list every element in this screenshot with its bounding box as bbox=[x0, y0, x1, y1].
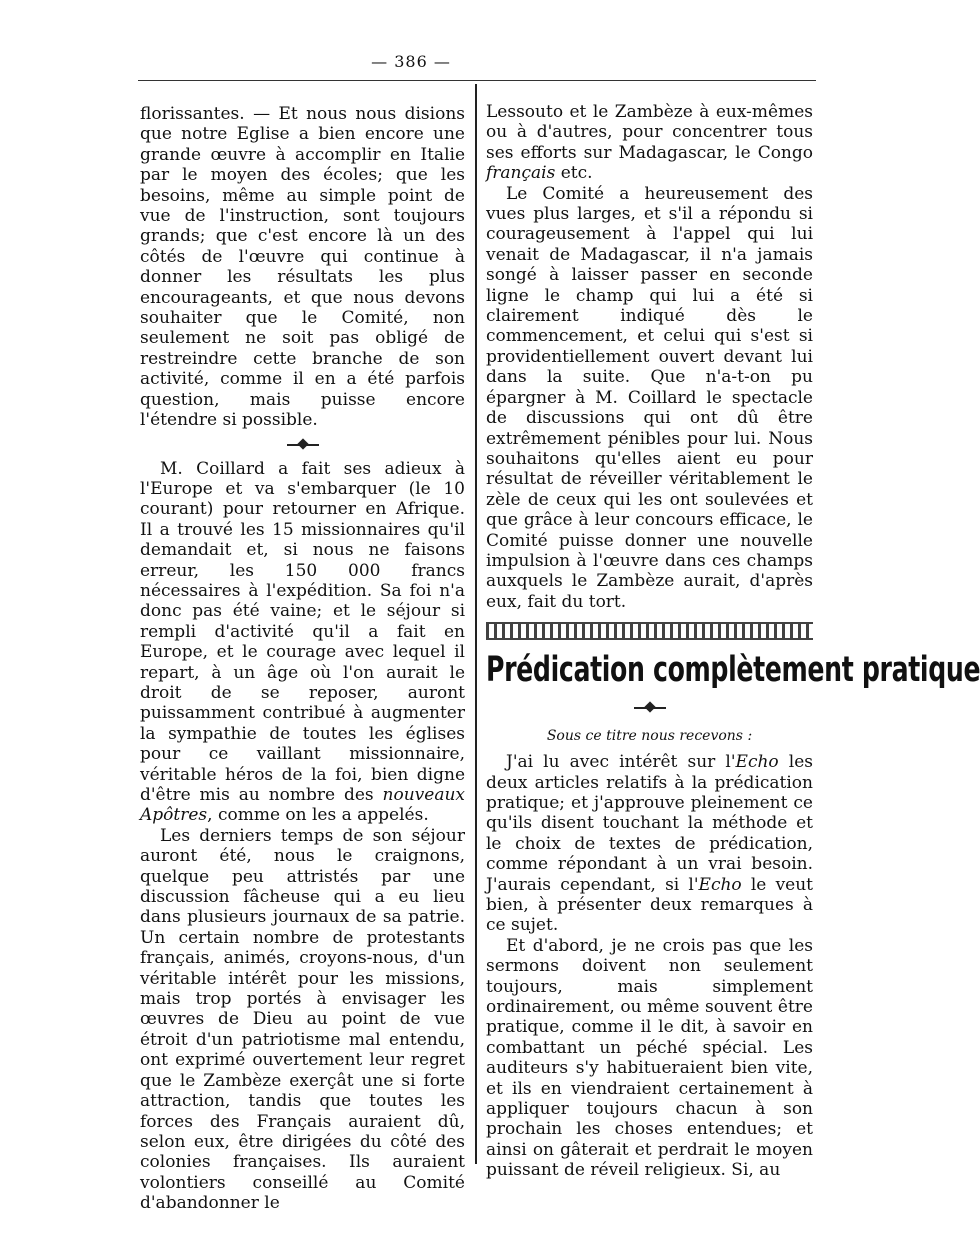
paragraph bbox=[486, 752, 813, 936]
paragraph: Le Comité a heureusement des vues plus larges, et s'il a répondu si courageusement à l'appel qui lui venait de Madagascar, il n'a jamais songé à laisser passer en seconde ligne le champ qui lui a été si clairement indiqué dès le commencement, et celui qui s'est si providentiellement ouvert devant lui dans la suite. Que n'a-t-on pu épargner à M. Coillard le spectacle de discussions qui ont dû être extrêmement pénibles pour lui. Nous souhaitons qu'elles aient eu pour résultat de réveiller véritablement le zèle de ceux qui les ont soulevées et que grâce à leur concours efficace, le Comité puisse donner une nouvelle impulsion à l'œuvre dans ces champs auxquels le Zambèze aurait, d'après eux, fait du tort. bbox=[486, 183, 813, 612]
paragraph: florissantes. — Et nous nous disions que notre Eglise a bien encore une grande œuvre à accomplir en Italie par le moyen des écoles; que les besoins, même au simple point de vue de l'instruction, sont toujours grands; que c'est encore là un des côtés de l'œuvre qui continue à donner les résultats les plus encourageants, et que nous devons souhaiter que le Comité, non seulement ne soit pas obligé de restreindre cette branche de son activité, comme il en a été parfois question, mais puisse encore l'étendre si possible. bbox=[140, 104, 465, 431]
italic-text: nouveaux Apôtres bbox=[140, 785, 465, 826]
text-run: le veut bien, à présenter deux remarques à ce sujet. bbox=[486, 874, 814, 936]
italic-text: Echo bbox=[735, 752, 779, 773]
intro-line: Sous ce titre nous recevons : bbox=[546, 728, 753, 745]
header-rule bbox=[138, 80, 816, 81]
separator-ornament bbox=[486, 698, 813, 718]
italic-text: Echo bbox=[698, 874, 742, 895]
left-column bbox=[140, 104, 465, 1214]
text-run: etc. bbox=[555, 163, 593, 184]
text-run: les deux articles relatifs à la prédication pratique; et j'approuve pleinement ce qu'ils disent touchant la méthode et le choix de textes de prédication, comme répondant à un vrai besoin. J'aurais cependant, si l' bbox=[486, 752, 813, 895]
right-column bbox=[486, 102, 980, 1181]
text-run: , comme on les a appelés. bbox=[207, 805, 429, 826]
text-run: Lessouto et le Zambèze à eux-mêmes ou à d'autres, pour concentrer tous ses efforts sur Madagascar, le Congo bbox=[486, 102, 813, 163]
section-title: Prédication complètement pratique bbox=[486, 650, 980, 691]
text-run: J'ai lu avec intérêt sur l' bbox=[506, 752, 736, 773]
paragraph: Les derniers temps de son séjour auront été, nous le craignons, quelque peu attristés par une discussion fâcheuse qui a eu lieu dans plusieurs journaux de sa patrie. Un certain nombre de protestants français, animés, croyons-nous, d'un véritable intérêt pour les missions, mais trop portés à envisager les œuvres de Dieu au point de vue étroit d'un patriotisme mal entendu, ont exprimé ouvertement leur regret que le Zambèze exerçât une si forte attraction, tandis que toutes les forces des Français auraient dû, selon eux, être dirigées du côté des colonies françaises. Ils auraient volontiers conseillé au Comité d'abandonner le bbox=[140, 825, 465, 1214]
paragraph: Et d'abord, je ne crois pas que les sermons doivent non seulement toujours, mais simplement ordinairement, ou même souvent être pratique, comme il le dit, à savoir en combattant un péché spécial. Les auditeurs s'y habitueraient bien vite, et ils en viendraient certainement à appliquer toujours chacun à son prochain les choses entendues; et ainsi on gâterait et perdrait le moyen puissant de réveil religieux. Si, au bbox=[486, 935, 813, 1181]
page-number: — 386 — bbox=[371, 52, 451, 71]
separator-ornament bbox=[140, 435, 465, 455]
column-divider bbox=[475, 84, 477, 1164]
decorative-border bbox=[486, 622, 813, 640]
italic-text: français bbox=[486, 163, 556, 184]
text-run: M. Coillard a fait ses adieux à l'Europe et va s'embarquer (le 10 courant) pour retourner en Afrique. Il a trouvé les 15 missionnaires qu'il demandait et, si nous ne faisons erreur, les 150 000 francs nécessaires à l'expédition. Sa foi n'a donc pas été vaine; et le séjour si rempli d'activité qu'il a fait en Europe, et le courage avec lequel il repart, à un âge où l'on aurait le droit de se reposer, auront puissamment contribué à augmenter la sympathie de toutes les églises pour ce vaillant missionnaire, véritable héros de la foi, bien digne d'être mis au nombre des bbox=[140, 458, 465, 805]
paragraph bbox=[140, 459, 465, 826]
paragraph bbox=[486, 102, 813, 184]
